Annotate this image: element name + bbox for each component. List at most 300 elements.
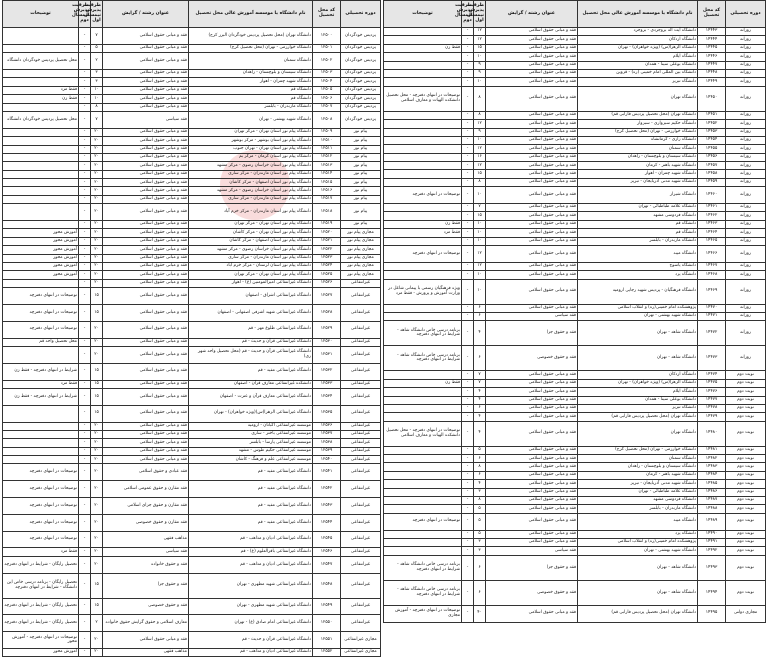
cell-capacity-second: - bbox=[79, 288, 91, 305]
cell-code: ۱۲۵۳۹ bbox=[313, 447, 341, 455]
table-row bbox=[384, 471, 766, 479]
cell-code: ۱۲۵۰۰ bbox=[313, 28, 341, 45]
table-row bbox=[384, 605, 766, 622]
table-row bbox=[3, 271, 381, 279]
cell-notes bbox=[384, 78, 462, 86]
cell-period: پیام نور bbox=[341, 204, 381, 221]
cell-capacity-first: ۱۲ bbox=[474, 145, 486, 153]
cell-university: دانشکده غیرانتفاعی معارف قرآن - اصفهان bbox=[189, 380, 313, 388]
cell-period: روزانه bbox=[726, 321, 766, 346]
cell-period: روزانه bbox=[726, 187, 766, 204]
cell-university: دانشگاه غیرانتفاعی قرآن و حدیث - قم bbox=[189, 632, 313, 649]
cell-university: دانشگاه پیام نور استان اصفهان - مرکز کاشان bbox=[189, 179, 313, 187]
cell-capacity-second: - bbox=[462, 128, 474, 136]
cell-capacity-second: - bbox=[462, 220, 474, 228]
cell-field: فقه و مبانی حقوق اسلامی bbox=[486, 539, 578, 547]
cell-code: ۱۲۵۴۸ bbox=[313, 573, 341, 598]
cell-capacity-second: - bbox=[462, 36, 474, 44]
cell-university: موسسه غیرانتفاعی حکیم طوس - مشهد bbox=[189, 447, 313, 455]
cell-period: نوبت دوم bbox=[726, 446, 766, 454]
table-row bbox=[384, 246, 766, 263]
cell-university: دانشگاه پیام نور استان خراسان رضوی - مرکز مشهد bbox=[189, 187, 313, 195]
cell-field: فقه و مبانی حقوق اسلامی bbox=[103, 237, 189, 245]
table-row bbox=[3, 229, 381, 237]
cell-capacity-first: ۲ bbox=[91, 53, 103, 70]
cell-capacity-second: - bbox=[462, 346, 474, 371]
cell-period: نوبت دوم bbox=[726, 413, 766, 421]
cell-capacity-first: ۹ bbox=[474, 61, 486, 69]
cell-code: ۱۴۴۵۹ bbox=[698, 178, 726, 186]
table-row bbox=[384, 145, 766, 153]
cell-code: ۱۲۵۰۵ bbox=[313, 86, 341, 94]
cell-period: نوبت دوم bbox=[726, 513, 766, 530]
cell-code: ۱۴۴۶۴ bbox=[698, 229, 726, 237]
cell-capacity-first: ۲ bbox=[91, 615, 103, 632]
cell-capacity-second: - bbox=[79, 153, 91, 161]
cell-period: غیرانتفاعی bbox=[341, 531, 381, 548]
cell-capacity-second: - bbox=[79, 346, 91, 363]
cell-capacity-first: ۲۰ bbox=[91, 246, 103, 254]
table-row bbox=[3, 204, 381, 221]
cell-notes: محل تحصیل پردیس خودگردان دانشگاه bbox=[3, 111, 79, 128]
table-row bbox=[384, 28, 766, 36]
cell-university: دانشگاه بوعلی سینا - همدان bbox=[578, 396, 698, 404]
cell-field: فقه و مبانی حقوق اسلامی bbox=[486, 505, 578, 513]
cell-capacity-first: ۱۰ bbox=[474, 271, 486, 279]
cell-capacity-second: - bbox=[462, 136, 474, 144]
header-university: نام دانشگاه یا موسسه آموزش عالی محل تحصیل bbox=[578, 1, 698, 28]
cell-period: روزانه bbox=[726, 44, 766, 52]
cell-notes bbox=[384, 463, 462, 471]
cell-period: نوبت دوم bbox=[726, 580, 766, 605]
header-code: کد محل تحصیل bbox=[698, 1, 726, 28]
table-row bbox=[3, 338, 381, 346]
cell-period: نوبت دوم bbox=[726, 379, 766, 387]
cell-notes: آموزش محور bbox=[3, 271, 79, 279]
cell-university: دانشگاه الزهرا(س) (ویژه خواهران) - تهران bbox=[578, 44, 698, 52]
cell-capacity-second: - bbox=[79, 321, 91, 338]
cell-capacity-second: - bbox=[79, 447, 91, 455]
cell-code: ۱۲۵۲۴ bbox=[313, 263, 341, 271]
cell-field: فقه و مبانی حقوق اسلامی bbox=[103, 28, 189, 45]
cell-university: دانشگاه غیرانتفاعی ادیان و مذاهب - قم bbox=[189, 649, 313, 657]
cell-code: ۱۲۵۵۰ bbox=[313, 615, 341, 632]
cell-field: فقه و مبانی حقوق اسلامی bbox=[486, 44, 578, 52]
table-left bbox=[2, 0, 381, 657]
table-row bbox=[3, 162, 381, 170]
cell-notes bbox=[3, 179, 79, 187]
cell-capacity-second: - bbox=[462, 605, 474, 622]
cell-university: دانشگاه پیام نور استان مازندران - مرکز ساری bbox=[189, 170, 313, 178]
cell-period: غیرانتفاعی bbox=[341, 288, 381, 305]
cell-code: ۱۴۴۷۸ bbox=[698, 404, 726, 412]
cell-capacity-second: - bbox=[79, 28, 91, 45]
cell-field: فقه مقارن و حقوق عمومی اسلامی bbox=[103, 481, 189, 498]
cell-notes bbox=[3, 405, 79, 422]
cell-university: دانشگاه قم bbox=[189, 86, 313, 94]
cell-university: موسسه غیرانتفاعی باختر - ساری bbox=[189, 430, 313, 438]
cell-capacity-second: - bbox=[462, 421, 474, 446]
cell-notes bbox=[384, 212, 462, 220]
cell-period: مجازی پیام نور bbox=[341, 271, 381, 279]
cell-capacity-second: - bbox=[79, 548, 91, 556]
cell-period: روزانه bbox=[726, 271, 766, 279]
cell-university: دانشگاه شاهد - تهران bbox=[578, 555, 698, 580]
cell-capacity-first: ۶ bbox=[474, 304, 486, 312]
cell-university: دانشگاه رازی - کرمانشاه bbox=[578, 136, 698, 144]
cell-university: دانشگاه ایلام bbox=[578, 388, 698, 396]
table-row bbox=[3, 363, 381, 380]
cell-university: دانشگاه غیرانتفاعی مفید - قم bbox=[189, 498, 313, 515]
table-row bbox=[384, 279, 766, 304]
table-row bbox=[3, 632, 381, 649]
cell-capacity-second: - bbox=[462, 262, 474, 270]
table-row bbox=[384, 379, 766, 387]
cell-field: فقه و مبانی حقوق اسلامی bbox=[103, 263, 189, 271]
cell-field: فقه و مبانی حقوق اسلامی bbox=[486, 379, 578, 387]
cell-capacity-first: ۱۰ bbox=[91, 95, 103, 103]
cell-notes bbox=[384, 271, 462, 279]
table-row bbox=[3, 346, 381, 363]
cell-notes bbox=[384, 505, 462, 513]
cell-period: روزانه bbox=[726, 145, 766, 153]
cell-notes: تحصیل رایگان - شرایط در انتهای دفترچه bbox=[3, 598, 79, 615]
cell-university: دانشگاه سیستان و بلوچستان - زاهدان bbox=[189, 69, 313, 77]
cell-field: فقه و حقوق خصوصی bbox=[486, 580, 578, 605]
cell-code: ۱۲۵۰۸ bbox=[313, 111, 341, 128]
cell-university: دانشگاه پیام نور استان کرمان - مرکز بم bbox=[189, 153, 313, 161]
cell-university: دانشگاه سیستان و بلوچستان - زاهدان bbox=[578, 463, 698, 471]
cell-notes bbox=[3, 456, 79, 464]
cell-code: ۱۲۵۳۸ bbox=[313, 439, 341, 447]
table-row bbox=[3, 598, 381, 615]
table-row bbox=[384, 136, 766, 144]
table-row bbox=[3, 44, 381, 52]
cell-university: دانشگاه خوارزمی - تهران (محل تحصیل کرج) bbox=[578, 128, 698, 136]
table-left-body bbox=[3, 28, 381, 657]
table-row bbox=[384, 187, 766, 204]
cell-university: دانشگاه پیام نور استان مازندران - مرکز ساری bbox=[189, 254, 313, 262]
cell-field: فقه و مبانی حقوق اسلامی bbox=[486, 153, 578, 161]
cell-code: ۱۲۵۳۲ bbox=[313, 363, 341, 380]
cell-university: دانشگاه مازندران - بابلسر bbox=[578, 505, 698, 513]
table-row bbox=[384, 404, 766, 412]
cell-capacity-first: ۹ bbox=[474, 69, 486, 77]
cell-capacity-second: - bbox=[462, 53, 474, 61]
cell-notes bbox=[3, 422, 79, 430]
cell-field: فقه و مبانی حقوق اسلامی bbox=[103, 187, 189, 195]
cell-code: ۱۴۴۷۰ bbox=[698, 304, 726, 312]
cell-capacity-second: - bbox=[462, 555, 474, 580]
cell-notes: تحصیل رایگان - شرایط در انتهای دفترچه bbox=[3, 556, 79, 573]
cell-university: دانشگاه بوعلی سینا - همدان bbox=[578, 61, 698, 69]
table-row bbox=[3, 422, 381, 430]
cell-field: فقه و مبانی حقوق اسلامی bbox=[486, 488, 578, 496]
cell-field: فقه و مبانی حقوق اسلامی bbox=[103, 128, 189, 136]
cell-field: فقه و حقوق جزا bbox=[103, 573, 189, 598]
cell-notes: آموزش محور bbox=[3, 229, 79, 237]
table-row bbox=[384, 178, 766, 186]
cell-notes bbox=[3, 162, 79, 170]
cell-period: روزانه bbox=[726, 111, 766, 119]
cell-capacity-first: ۸ bbox=[91, 103, 103, 111]
cell-period: غیرانتفاعی bbox=[341, 380, 381, 388]
cell-capacity-first: ۲۰ bbox=[91, 229, 103, 237]
cell-code: ۱۴۴۵۱ bbox=[698, 111, 726, 119]
cell-field: فقه و مبانی حقوق اسلامی bbox=[486, 421, 578, 446]
cell-period: غیرانتفاعی bbox=[341, 615, 381, 632]
cell-capacity-second: - bbox=[462, 229, 474, 237]
cell-university: دانشگاه تهران (محل تحصیل پردیس فارابی قم) bbox=[578, 413, 698, 421]
cell-code: ۱۲۵۱۱ bbox=[313, 145, 341, 153]
table-row bbox=[384, 69, 766, 77]
cell-field: فقه و مبانی حقوق اسلامی bbox=[103, 430, 189, 438]
cell-code: ۱۲۵۲۸ bbox=[313, 304, 341, 321]
cell-notes: آموزش محور bbox=[3, 237, 79, 245]
cell-notes: فقط زن bbox=[384, 44, 462, 52]
cell-university: دانشگاه پیام نور استان بوشهر - مرکز بوشهر bbox=[189, 137, 313, 145]
cell-field: فقه و مبانی حقوق اسلامی bbox=[486, 204, 578, 212]
cell-capacity-first: ۲۰ bbox=[91, 556, 103, 573]
cell-university: دانشگاه فردوسی مشهد bbox=[578, 212, 698, 220]
cell-capacity-second: - bbox=[462, 279, 474, 304]
cell-notes bbox=[3, 128, 79, 136]
cell-capacity-second: - bbox=[79, 464, 91, 481]
cell-notes bbox=[384, 204, 462, 212]
cell-period: غیرانتفاعی bbox=[341, 514, 381, 531]
cell-code: ۱۲۵۱۰ bbox=[313, 137, 341, 145]
table-row bbox=[3, 615, 381, 632]
cell-notes bbox=[384, 471, 462, 479]
cell-period: پردیس خودگردان bbox=[341, 69, 381, 77]
cell-period: پیام نور bbox=[341, 128, 381, 136]
cell-period: پیام نور bbox=[341, 170, 381, 178]
cell-period: روزانه bbox=[726, 120, 766, 128]
cell-notes: توضیحات در انتهای دفترچه - آموزش مجازی bbox=[384, 605, 462, 622]
cell-notes: توضیحات در انتهای دفترچه bbox=[3, 531, 79, 548]
cell-code: ۱۴۴۷۱ bbox=[698, 312, 726, 320]
cell-capacity-first: ۳ bbox=[474, 547, 486, 555]
cell-period: غیرانتفاعی bbox=[341, 464, 381, 481]
cell-university: دانشگاه حکیم سبزواری - سبزوار bbox=[578, 120, 698, 128]
cell-capacity-first: ۴ bbox=[474, 388, 486, 396]
cell-capacity-second: - bbox=[79, 237, 91, 245]
cell-code: ۱۲۵۱۴ bbox=[313, 170, 341, 178]
cell-field: فقه و مبانی حقوق اسلامی bbox=[486, 212, 578, 220]
table-row bbox=[3, 548, 381, 556]
cell-capacity-first: ۱۲ bbox=[474, 36, 486, 44]
cell-notes bbox=[3, 195, 79, 203]
header-university: نام دانشگاه یا موسسه آموزش عالی محل تحصیل bbox=[189, 1, 313, 28]
cell-period: غیرانتفاعی bbox=[341, 422, 381, 430]
cell-capacity-first: ۴ bbox=[474, 421, 486, 446]
cell-capacity-second: - bbox=[79, 162, 91, 170]
table-row bbox=[3, 498, 381, 515]
cell-field: فقه و مبانی حقوق اسلامی bbox=[486, 162, 578, 170]
cell-code: ۱۲۵۴۹ bbox=[313, 598, 341, 615]
cell-capacity-first: ۲۰ bbox=[91, 170, 103, 178]
cell-code: ۱۲۵۳۷ bbox=[313, 430, 341, 438]
cell-notes bbox=[384, 388, 462, 396]
cell-capacity-first: ۵ bbox=[91, 44, 103, 52]
table-row bbox=[3, 221, 381, 229]
table-row bbox=[3, 573, 381, 598]
table-row bbox=[3, 128, 381, 136]
cell-university: دانشگاه آیت اله بروجردی - بروجرد bbox=[578, 28, 698, 36]
cell-field: فقه و مبانی حقوق اسلامی bbox=[103, 103, 189, 111]
cell-code: ۱۴۴۹۱ bbox=[698, 539, 726, 547]
cell-period: پردیس خودگردان bbox=[341, 111, 381, 128]
cell-code: ۱۲۵۴۷ bbox=[313, 556, 341, 573]
table-row bbox=[3, 447, 381, 455]
cell-capacity-second: - bbox=[79, 221, 91, 229]
cell-code: ۱۴۴۴۸ bbox=[698, 69, 726, 77]
cell-field: فقه و مبانی حقوق اسلامی bbox=[486, 145, 578, 153]
cell-code: ۱۴۴۵۰ bbox=[698, 86, 726, 111]
cell-capacity-second: - bbox=[462, 246, 474, 263]
cell-field: فقه و مبانی حقوق اسلامی bbox=[486, 446, 578, 454]
cell-field: فقه و حقوق خانواده bbox=[103, 556, 189, 573]
table-row bbox=[384, 220, 766, 228]
cell-capacity-second: - bbox=[79, 498, 91, 515]
table-row bbox=[384, 78, 766, 86]
cell-capacity-first: ۴ bbox=[474, 321, 486, 346]
cell-capacity-second: - bbox=[79, 363, 91, 380]
cell-period: غیرانتفاعی bbox=[341, 598, 381, 615]
cell-period: نوبت دوم bbox=[726, 488, 766, 496]
table-row bbox=[384, 321, 766, 346]
cell-field: فقه و مبانی حقوق اسلامی bbox=[486, 605, 578, 622]
cell-notes: تحصیل رایگان - شرایط در انتهای دفترچه bbox=[3, 615, 79, 632]
cell-notes: توضیحات در انتهای دفترچه bbox=[3, 464, 79, 481]
cell-code: ۱۴۴۸۳ bbox=[698, 463, 726, 471]
table-row bbox=[3, 195, 381, 203]
cell-code: ۱۴۴۸۵ bbox=[698, 480, 726, 488]
cell-capacity-first: ۲۰ bbox=[91, 204, 103, 221]
cell-period: پردیس خودگردان bbox=[341, 78, 381, 86]
cell-notes: فقط زن bbox=[384, 379, 462, 387]
table-row bbox=[384, 204, 766, 212]
cell-field: فقه و مبانی حقوق اسلامی bbox=[103, 204, 189, 221]
cell-period: غیرانتفاعی bbox=[341, 498, 381, 515]
cell-capacity-second: - bbox=[462, 471, 474, 479]
cell-field: فقه و مبانی حقوق اسلامی bbox=[103, 195, 189, 203]
table-row bbox=[3, 254, 381, 262]
cell-university: دانشگاه تهران bbox=[578, 421, 698, 446]
cell-period: پیام نور bbox=[341, 221, 381, 229]
cell-university: دانشگاه خوارزمی - تهران (محل تحصیل کرج) bbox=[578, 446, 698, 454]
cell-field: فقه و مبانی حقوق اسلامی bbox=[486, 187, 578, 204]
cell-capacity-first: ۱۰ bbox=[474, 187, 486, 204]
cell-capacity-second: - bbox=[462, 505, 474, 513]
table-row bbox=[3, 304, 381, 321]
cell-code: ۱۴۴۵۵ bbox=[698, 145, 726, 153]
cell-field: فقه سیاسی bbox=[486, 312, 578, 320]
cell-capacity-first: ۱۵ bbox=[91, 380, 103, 388]
cell-capacity-second: - bbox=[462, 69, 474, 77]
cell-capacity-second: - bbox=[79, 531, 91, 548]
cell-capacity-second: - bbox=[462, 61, 474, 69]
cell-capacity-first: ۱۲ bbox=[474, 246, 486, 263]
cell-field: فقه و حقوق خصوصی bbox=[486, 346, 578, 371]
cell-capacity-first: ۶ bbox=[474, 312, 486, 320]
cell-capacity-second: - bbox=[462, 388, 474, 396]
table-row bbox=[3, 556, 381, 573]
cell-capacity-first: ۱۵ bbox=[91, 598, 103, 615]
cell-code: ۱۴۴۵۳ bbox=[698, 128, 726, 136]
cell-code: ۱۴۴۸۴ bbox=[698, 471, 726, 479]
cell-period: نوبت دوم bbox=[726, 388, 766, 396]
cell-capacity-second: - bbox=[79, 632, 91, 649]
cell-capacity-second: - bbox=[79, 439, 91, 447]
table-row bbox=[3, 388, 381, 405]
cell-notes: توضیحات در انتهای دفترچه bbox=[3, 304, 79, 321]
cell-notes bbox=[3, 204, 79, 221]
cell-capacity-first: ۸ bbox=[474, 463, 486, 471]
cell-period: مجازی پیام نور bbox=[341, 229, 381, 237]
cell-field: فقه و مبانی حقوق اسلامی bbox=[103, 338, 189, 346]
table-row bbox=[384, 86, 766, 111]
cell-notes bbox=[384, 488, 462, 496]
cell-notes bbox=[3, 44, 79, 52]
cell-capacity-first: ۱۰ bbox=[474, 229, 486, 237]
cell-capacity-first: ۲۰ bbox=[91, 464, 103, 481]
header-field: عنوان رشته / گرایش bbox=[486, 1, 578, 28]
cell-code: ۱۴۴۹۴ bbox=[698, 580, 726, 605]
table-row bbox=[3, 137, 381, 145]
cell-notes: توضیحات در انتهای دفترچه bbox=[384, 513, 462, 530]
cell-capacity-first: ۲۰ bbox=[91, 338, 103, 346]
cell-code: ۱۴۴۸۷ bbox=[698, 497, 726, 505]
table-row bbox=[384, 304, 766, 312]
cell-capacity-second: - bbox=[79, 69, 91, 77]
cell-notes bbox=[384, 497, 462, 505]
cell-notes bbox=[384, 36, 462, 44]
cell-capacity-first: ۲۰ bbox=[91, 439, 103, 447]
table-row bbox=[384, 463, 766, 471]
cell-notes: فقط مرد bbox=[384, 229, 462, 237]
cell-code: ۱۴۴۸۲ bbox=[698, 455, 726, 463]
cell-code: ۱۲۵۱۸ bbox=[313, 204, 341, 221]
cell-capacity-first: ۱۵ bbox=[91, 304, 103, 321]
cell-period: پردیس خودگردان bbox=[341, 86, 381, 94]
cell-capacity-second: - bbox=[462, 547, 474, 555]
cell-period: روزانه bbox=[726, 86, 766, 111]
cell-code: ۱۴۴۹۲ bbox=[698, 547, 726, 555]
table-right bbox=[383, 0, 766, 623]
cell-field: فقه و مبانی حقوق اسلامی bbox=[486, 279, 578, 304]
cell-capacity-first: ۳ bbox=[474, 539, 486, 547]
cell-capacity-first: ۳ bbox=[474, 488, 486, 496]
cell-notes bbox=[384, 530, 462, 538]
cell-capacity-second: - bbox=[462, 463, 474, 471]
table-row bbox=[3, 237, 381, 245]
cell-field: فقه و مبانی حقوق اسلامی bbox=[486, 513, 578, 530]
cell-field: فقه و حقوق جزا bbox=[486, 321, 578, 346]
cell-code: ۱۴۴۷۴ bbox=[698, 371, 726, 379]
cell-field: فقه و مبانی حقوق اسلامی bbox=[103, 170, 189, 178]
cell-notes bbox=[3, 28, 79, 45]
table-row bbox=[3, 111, 381, 128]
cell-period: روزانه bbox=[726, 28, 766, 36]
cell-capacity-second: - bbox=[462, 78, 474, 86]
table-row bbox=[384, 580, 766, 605]
cell-capacity-first: ۶ bbox=[474, 404, 486, 412]
cell-capacity-first: ۲۰ bbox=[91, 137, 103, 145]
cell-field: مذاهب فقهی bbox=[103, 649, 189, 657]
cell-period: غیرانتفاعی bbox=[341, 338, 381, 346]
cell-university: دانشگاه پیام نور استان اصفهان - مرکز کاشان bbox=[189, 237, 313, 245]
